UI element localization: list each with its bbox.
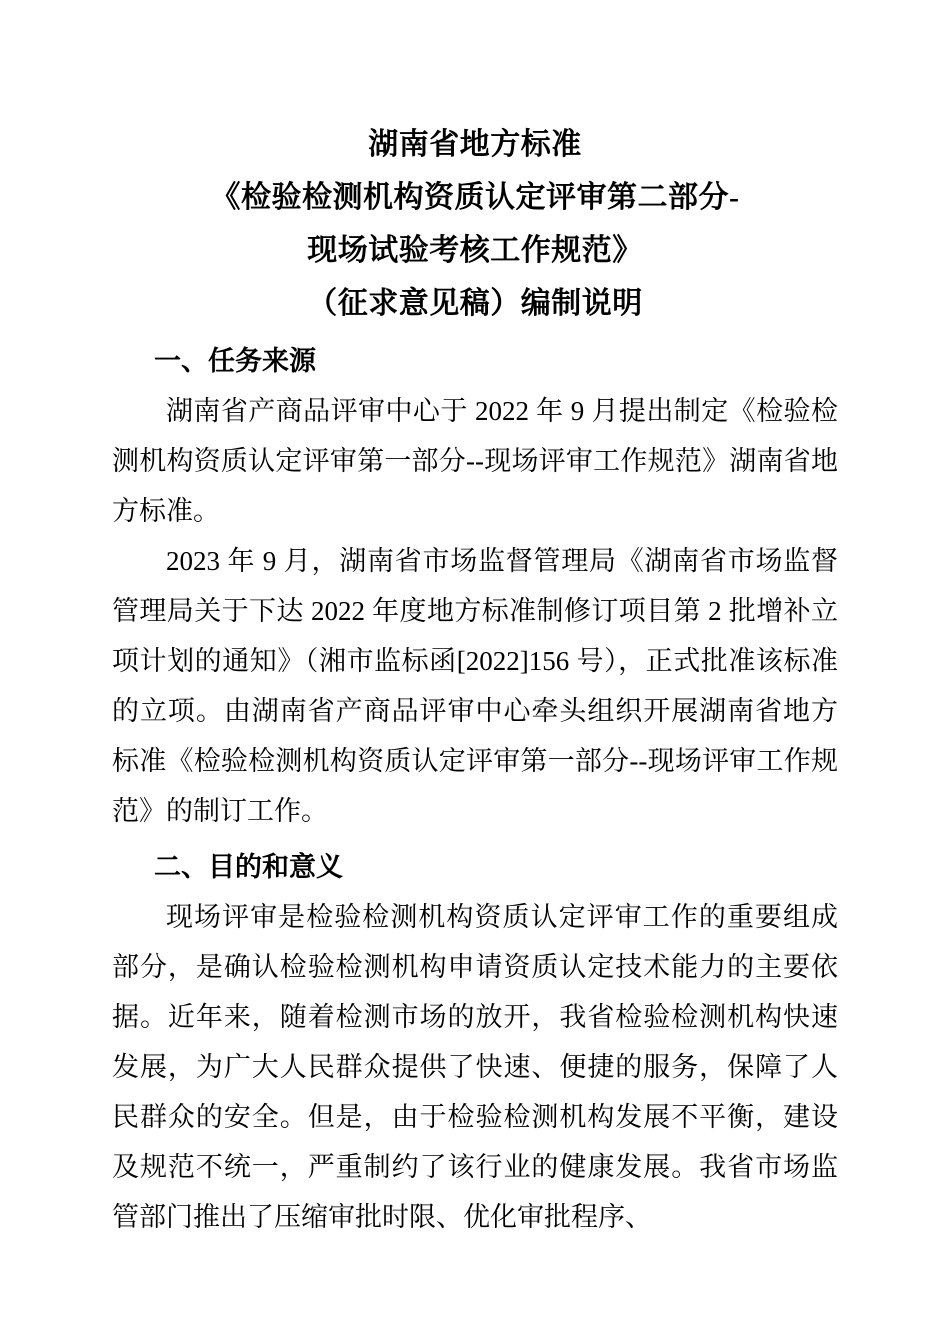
paragraph-task-source-2: 2023 年 9 月，湖南省市场监督管理局《湖南省市场监督管理局关于下达 2022 年度地方标准制修订项目第 2 批增补立项计划的通知》（湘市监标函[2022]156 号），正式批准该标准的立项。由湖南省产商品评审中心牵头组织开展湖南省地方标准《检验检测机构资质认定评审第一部分--现场评审工作规范》的制订工作。 (112, 546, 838, 826)
title-line-2: 《检验检测机构资质认定评审第二部分- (210, 181, 740, 214)
paragraph-purpose-1: 现场评审是检验检测机构资质认定评审工作的重要组成部分，是确认检验检测机构申请资质认定技术能力的主要依据。近年来，随着检测市场的放开，我省检验检测机构快速发展，为广大人民群众提供了快速、便捷的服务，保障了人民群众的安全。但是，由于检验检测机构发展不平衡，建设及规范不统一，严重制约了该行业的健康发展。我省市场监管部门推出了压缩审批时限、优化审批程序、 (112, 902, 838, 1232)
paragraph-task-source-1: 湖南省产商品评审中心于 2022 年 9 月提出制定《检验检测机构资质认定评审第一部分--现场评审工作规范》湖南省地方标准。 (112, 396, 838, 526)
page-title (112, 118, 838, 330)
title-line-4: （征求意见稿）编制说明 (307, 287, 643, 320)
title-line-1: 湖南省地方标准 (368, 128, 582, 161)
section-heading-task-source: 一、任务来源 (154, 346, 316, 376)
section-heading-purpose: 二、目的和意义 (154, 852, 343, 882)
title-line-3: 现场试验考核工作规范》 (307, 234, 643, 267)
